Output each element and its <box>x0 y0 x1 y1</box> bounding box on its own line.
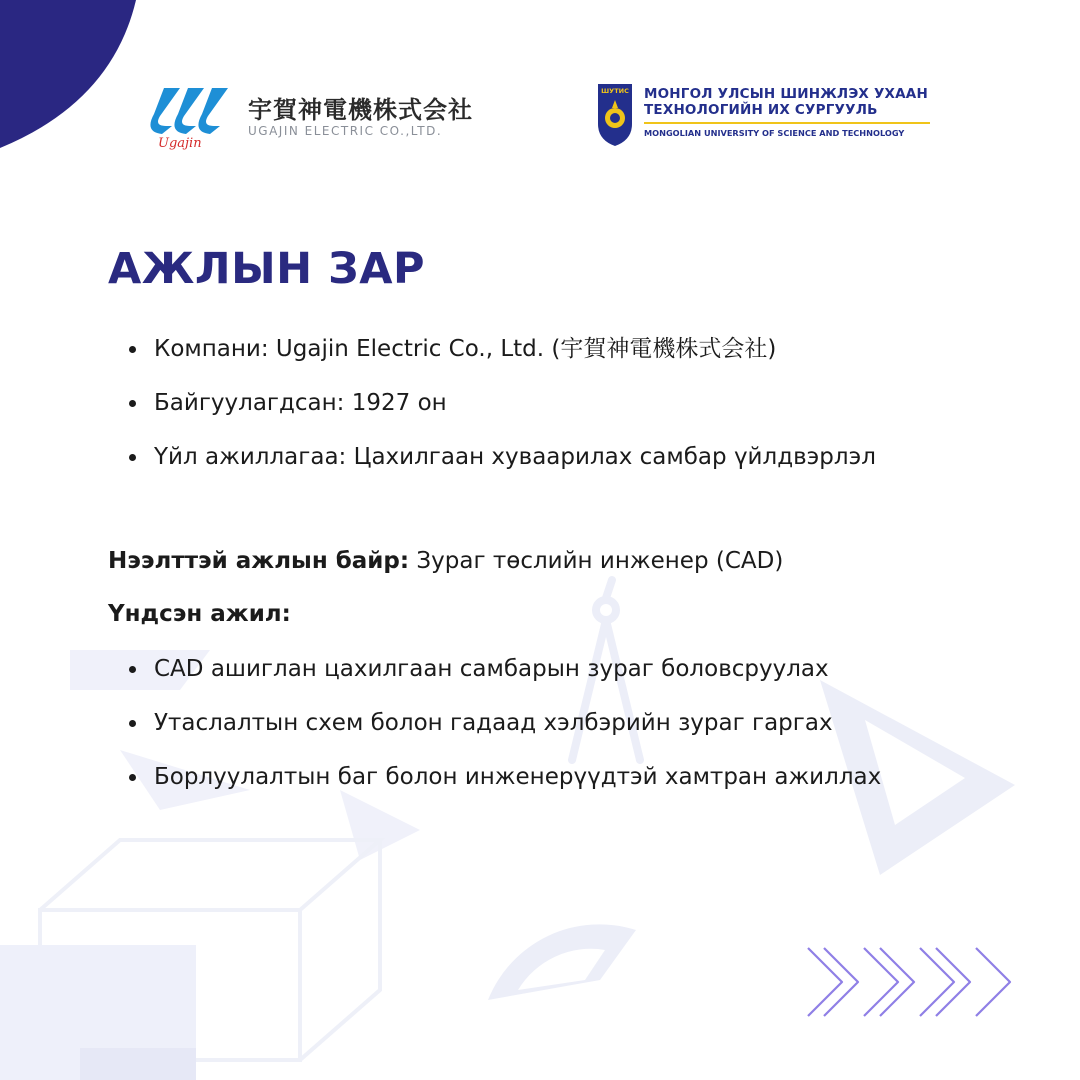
must-divider <box>644 122 930 124</box>
open-position-value: Зураг төслийн инженер (CAD) <box>409 548 784 574</box>
ugajin-logo-icon <box>150 86 242 150</box>
must-badge-text: ШУТИС <box>601 87 629 95</box>
open-position-label: Нээлттэй ажлын байр: <box>108 548 410 574</box>
ugajin-english-name: UGAJIN ELECTRIC CO.,LTD. <box>248 124 443 138</box>
must-emblem-icon <box>598 84 632 146</box>
must-name-line2: ТЕХНОЛОГИЙН ИХ СУРГУУЛЬ <box>644 102 878 118</box>
must-english-name: MONGOLIAN UNIVERSITY OF SCIENCE AND TECHNOLOGY <box>644 128 905 138</box>
company-info-item: Байгуулагдсан: 1927 он <box>108 376 876 430</box>
company-info-list <box>108 322 876 484</box>
ugajin-logo <box>150 86 473 150</box>
duties-heading: Үндсэн ажил: <box>108 601 291 627</box>
duty-item: CAD ашиглан цахилгаан самбарын зураг боловсруулах <box>108 642 968 696</box>
duty-item: Утаслалтын схем болон гадаад хэлбэрийн зураг гаргах <box>108 696 968 750</box>
ugajin-japanese-name: 宇賀神電機株式会社 <box>248 96 473 124</box>
duties-list <box>108 642 968 804</box>
company-info-item: Компани: Ugajin Electric Co., Ltd. (宇賀神電機株式会社) <box>108 322 876 376</box>
ugajin-script-text: Ugajin <box>158 136 202 150</box>
duty-item: Борлуулалтын баг болон инженерүүдтэй хамтран ажиллах <box>108 750 968 804</box>
company-info-item: Үйл ажиллагаа: Цахилгаан хуваарилах самбар үйлдвэрлэл <box>108 430 876 484</box>
chevrons-right-icon <box>804 944 1024 1020</box>
page-title: АЖЛЫН ЗАР <box>108 244 425 294</box>
must-name-line1: МОНГОЛ УЛСЫН ШИНЖЛЭХ УХААН <box>644 86 928 102</box>
must-logo <box>598 84 938 148</box>
open-position <box>108 548 783 574</box>
protractor-icon <box>488 924 636 1000</box>
